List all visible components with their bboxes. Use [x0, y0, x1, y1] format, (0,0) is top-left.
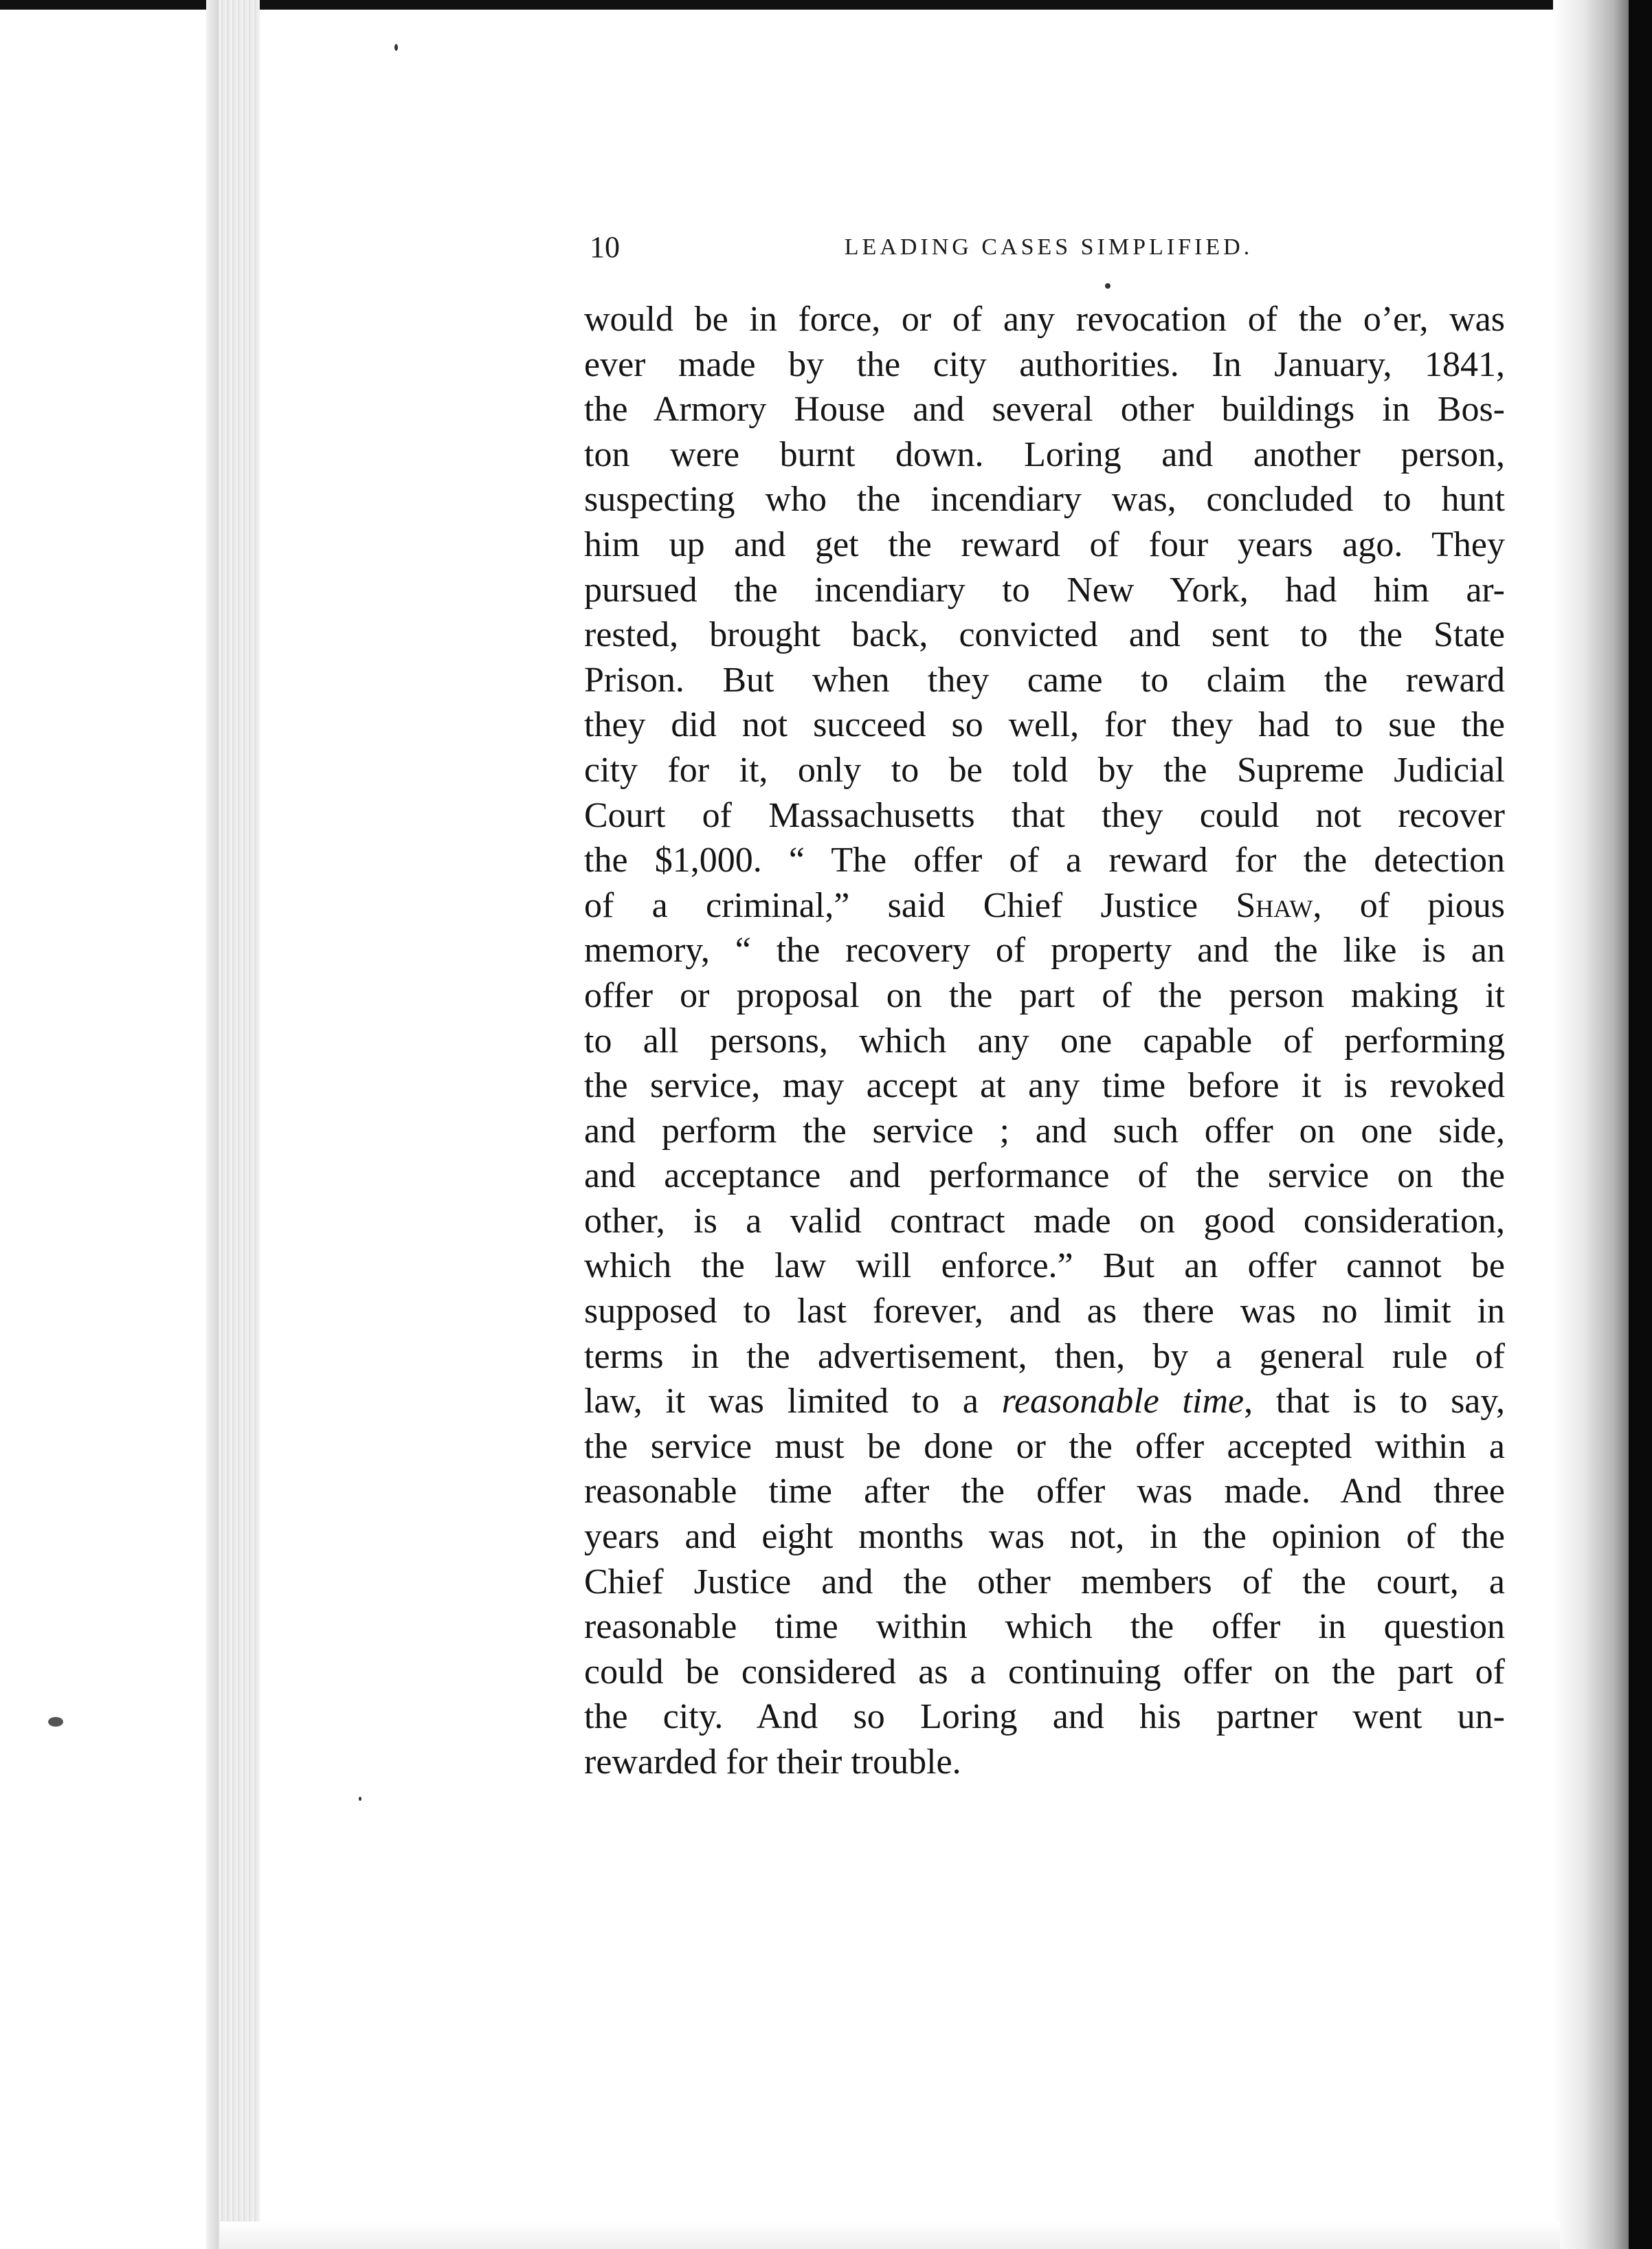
text-line: Court of Massachusetts that they could not recover	[584, 795, 1505, 835]
text-line: rested, brought back, convicted and sent to the State	[584, 615, 1505, 655]
text-line: him up and get the reward of four years ago. They	[584, 524, 1505, 564]
page-gutter-shadow	[1553, 0, 1629, 2249]
emphasis-reasonable-time: reasonable time	[1001, 1382, 1244, 1421]
page-bottom-edge	[220, 2222, 1560, 2249]
page-number: 10	[590, 230, 620, 264]
running-head: LEADING CASES SIMPLIFIED.	[844, 234, 1253, 260]
text-segment: , that is to say,	[1244, 1382, 1506, 1421]
text-line-final: rewarded for their trouble.	[584, 1742, 961, 1782]
text-line: memory, “ the recovery of property and the like is an	[584, 931, 1505, 971]
text-line: suspecting who the incendiary was, concluded to hunt	[584, 480, 1505, 520]
text-line: years and eight months was not, in the opinion of the	[584, 1517, 1505, 1557]
text-line: supposed to last forever, and as there was no limit in	[584, 1292, 1505, 1331]
text-line: the city. And so Loring and his partner went un-	[584, 1697, 1505, 1737]
text-segment: law, it was limited to a	[584, 1382, 979, 1421]
text-line: and acceptance and performance of the service on the	[584, 1156, 1505, 1196]
text-line: pursued the incendiary to New York, had him ar-	[584, 570, 1505, 610]
text-line-with-name	[584, 883, 1505, 929]
text-line: offer or proposal on the part of the person making it	[584, 975, 1505, 1015]
body-text	[584, 297, 1505, 1785]
text-line: reasonable time after the offer was made. And three	[584, 1472, 1505, 1511]
text-line-with-emphasis	[584, 1379, 1505, 1424]
text-line: ever made by the city authorities. In January, 1841,	[584, 344, 1505, 384]
scan-speck	[359, 1797, 361, 1801]
text-line: could be considered as a continuing offer on the part of	[584, 1652, 1505, 1692]
text-line: they did not succeed so well, for they had to sue the	[584, 705, 1505, 745]
text-line: city for it, only to be told by the Supreme Judicial	[584, 750, 1505, 790]
text-line: the service, may accept at any time before it is revoked	[584, 1066, 1505, 1106]
justice-name: Shaw	[1236, 885, 1313, 925]
text-line: reasonable time within which the offer in question	[584, 1607, 1505, 1647]
text-line: ton were burnt down. Loring and another person,	[584, 434, 1505, 474]
text-line: Chief Justice and the other members of the court, a	[584, 1562, 1505, 1602]
scan-speck	[48, 1717, 63, 1727]
scan-border-right	[1629, 0, 1652, 2249]
text-line: terms in the advertisement, then, by a general rule of	[584, 1336, 1505, 1376]
page-header	[590, 227, 1508, 268]
text-line: and perform the service ; and such offer on one side,	[584, 1111, 1505, 1151]
text-line: the $1,000. “ The offer of a reward for the detection	[584, 841, 1505, 880]
scan-speck	[394, 44, 398, 51]
text-line: other, is a valid contract made on good consideration,	[584, 1201, 1505, 1241]
text-line: to all persons, which any one capable of performing	[584, 1021, 1505, 1061]
text-line: the Armory House and several other buildings in Bos-	[584, 390, 1505, 430]
text-line: Prison. But when they came to claim the reward	[584, 660, 1505, 700]
text-line: which the law will enforce.” But an offer cannot be	[584, 1246, 1505, 1286]
text-segment: , of pious	[1313, 885, 1506, 925]
text-line: would be in force, or of any revocation of the o’er, was	[584, 300, 1505, 339]
page-edges	[219, 0, 260, 2249]
text-line: the service must be done or the offer accepted within a	[584, 1426, 1505, 1466]
scan-speck	[1105, 283, 1110, 289]
text-segment: of a criminal,” said Chief Justice	[584, 885, 1198, 925]
